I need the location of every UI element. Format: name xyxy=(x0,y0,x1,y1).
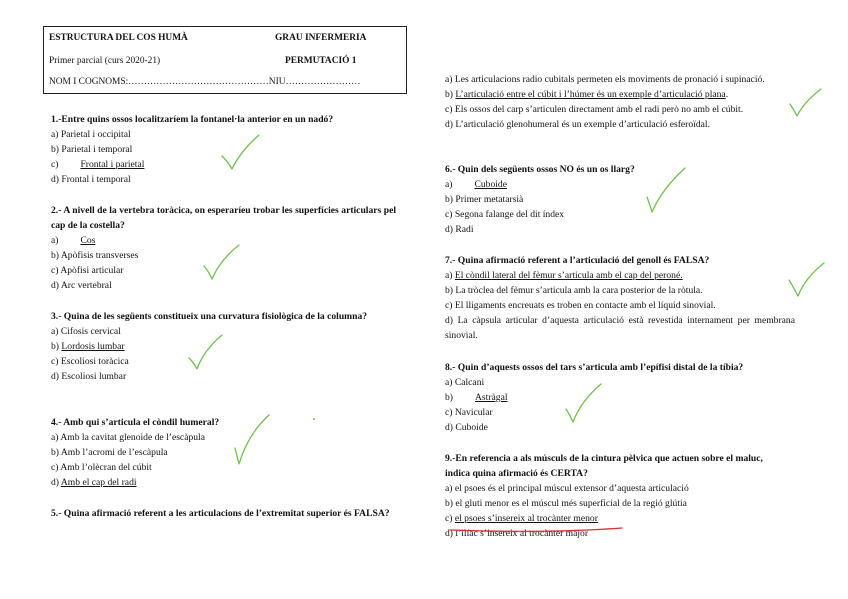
selected-answer: Cos xyxy=(80,235,96,246)
exam-header xyxy=(43,26,407,94)
selected-answer: L’articulació entre el cúbit i l’húmer és un exemple d’articulació plana xyxy=(455,89,726,100)
course-title: ESTRUCTURA DEL COS HUMÀ xyxy=(49,33,188,43)
question-title: 3.- Quina de les següents constitueix una curvatura fisiològica de la columna? xyxy=(51,311,368,322)
option-b: b) Lordosis lumbar xyxy=(51,341,125,352)
option-c: c) Amb l’olècran del cúbit xyxy=(51,462,152,473)
option-d: d) Escoliosi lumbar xyxy=(51,371,127,382)
question-7 xyxy=(445,253,795,343)
name-field: NOM I COGNOMS:………………………………………NIU…………………… xyxy=(49,77,361,87)
question-title: 5.- Quina afirmació referent a les articulacions de l’extremitat superior és FALSA? xyxy=(51,508,390,519)
question-6 xyxy=(445,162,795,237)
question-title: 1.-Entre quins ossos localitzaríem la fontanel·la anterior en un nadó? xyxy=(51,114,334,125)
check-mark-icon xyxy=(787,260,827,300)
option-d: d) L’articulació glenohumeral és un exemple d’articulació esferoïdal. xyxy=(445,119,710,130)
check-mark-icon xyxy=(202,242,242,282)
option-d: d) Radi xyxy=(445,224,474,235)
question-title: 7.- Quina afirmació referent a l’articulació del genoll és FALSA? xyxy=(445,255,710,266)
question-8 xyxy=(445,360,795,435)
check-mark-icon xyxy=(564,381,604,425)
check-mark-icon xyxy=(644,165,688,215)
question-title: 6.- Quin dels següents ossos NO és un os llarg? xyxy=(445,164,635,175)
option-d: d) Frontal i temporal xyxy=(51,174,131,185)
option-b: b) L’articulació entre el cúbit i l’húmer és un exemple d’articulació plana. xyxy=(445,89,729,100)
exam-label: Primer parcial (curs 2020-21) xyxy=(49,56,161,66)
option-a: a) El còndil lateral del fèmur s’articula amb el cap del peroné. xyxy=(445,270,683,281)
option-b: b) Primer metatarsià xyxy=(445,194,524,205)
check-mark-icon xyxy=(220,132,262,174)
question-title: 9.-En referencia a als músculs de la cintura pèlvica que actuen sobre el maluc, indica quina afirmació és CERTA? xyxy=(445,453,763,479)
option-a: a) Parietal i occipital xyxy=(51,129,131,140)
question-title: 4.- Amb qui s’articula el còndil humeral? xyxy=(51,417,220,428)
option-d: d) La càpsula articular d’aquesta articulació està revestida internament per membrana sinovial. xyxy=(445,315,795,341)
option-d: d) Amb el cap del radi xyxy=(51,477,137,488)
question-5 xyxy=(51,506,396,521)
option-c: c) Els ossos del carp s’articulen directament amb el radi però no amb el cúbit. xyxy=(445,104,744,115)
option-b: b) Amb l’acromi de l’escàpula xyxy=(51,447,168,458)
selected-answer: Lordosis lumbar xyxy=(61,341,125,352)
option-c: c) Frontal i parietal xyxy=(51,159,145,170)
check-mark-icon xyxy=(187,332,225,372)
option-d: d) Arc vertebral xyxy=(51,280,112,291)
option-c: c) Navicular xyxy=(445,407,493,418)
option-a: a) Cos xyxy=(51,235,96,246)
question-title: 8.- Quin d’aquests ossos del tars s’articula amb l’epífisi distal de la tíbia? xyxy=(445,362,744,373)
option-a: a) Cifosis cervical xyxy=(51,326,121,337)
option-a: a) Amb la cavitat glenoide de l’escàpula xyxy=(51,432,205,443)
option-d: d) l’ilíac s’insereix al trocànter major xyxy=(445,528,589,539)
degree-title: GRAU INFERMERIA xyxy=(275,33,367,43)
pen-dot xyxy=(313,418,315,420)
check-mark-icon xyxy=(232,412,272,468)
option-a: a) el psoes és el principal múscul extensor d’aquesta articulació xyxy=(445,483,689,494)
option-b: b) Apòfisis transverses xyxy=(51,250,139,261)
option-b: b) el gluti menor es el múscul més superficial de la regió glútia xyxy=(445,498,687,509)
option-c: c) El lligaments encreuats es troben en contacte amb el líquid sinovial. xyxy=(445,300,716,311)
option-b: b) Parietal i temporal xyxy=(51,144,133,155)
question-4 xyxy=(51,415,396,490)
option-d: d) Cuboide xyxy=(445,422,488,433)
option-a: a) Les articulacions radio cubitals permeten els moviments de pronació i supinació. xyxy=(445,74,765,85)
option-b: b) La tròclea del fèmur s’articula amb la cara posterior de la ròtula. xyxy=(445,285,703,296)
check-mark-icon xyxy=(788,86,824,120)
question-5-options xyxy=(445,72,795,132)
selected-answer: Amb el cap del radi xyxy=(60,477,137,488)
option-c: c) Escoliosi toràcica xyxy=(51,356,129,367)
option-c: c) el psoes s’insereix al trocànter menor xyxy=(445,513,598,524)
selected-answer: El còndil lateral del fèmur s’articula amb el cap del peroné. xyxy=(454,270,683,281)
permutation-label: PERMUTACIÓ 1 xyxy=(285,56,357,66)
option-c: c) Apòfisi articular xyxy=(51,265,124,276)
option-a: a) Cuboide xyxy=(445,179,507,190)
selected-answer: el psoes s’insereix al trocànter menor xyxy=(454,513,598,524)
option-c: c) Segona falange del dit índex xyxy=(445,209,565,220)
question-title: 2.- A nivell de la vertebra toràcica, on esperaríeu trobar les superfícies articulars pel cap de la costella? xyxy=(51,205,396,231)
option-a: a) Calcani xyxy=(445,377,485,388)
selected-answer: Cuboide xyxy=(474,179,507,190)
option-b: b) Astràgal xyxy=(445,392,508,403)
pen-underline xyxy=(446,525,626,535)
selected-answer: Frontal i parietal xyxy=(80,159,145,170)
selected-answer: Astràgal xyxy=(475,392,508,403)
